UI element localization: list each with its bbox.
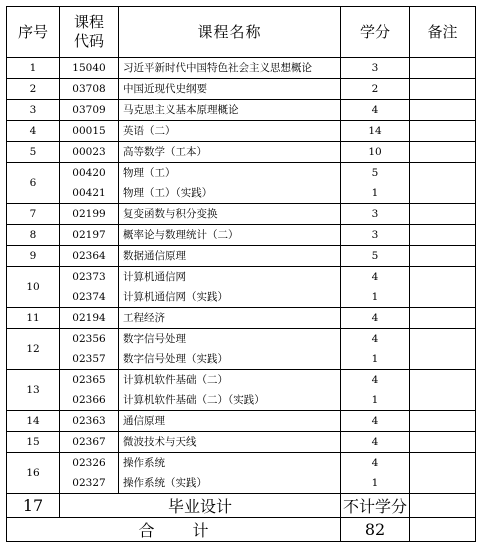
table-row (7, 453, 476, 474)
course-remark (410, 370, 476, 391)
course-credit: 4 (341, 329, 410, 350)
course-credit: 1 (341, 183, 410, 204)
course-name: 计算机软件基础（二） (119, 370, 341, 391)
course-code: 02326 (60, 453, 119, 474)
course-remark (410, 473, 476, 494)
course-remark (410, 390, 476, 411)
course-code: 02364 (60, 246, 119, 267)
table-row (7, 225, 476, 246)
course-credit: 10 (341, 142, 410, 163)
course-name: 计算机软件基础（二）（实践） (119, 390, 341, 411)
row-seq: 10 (7, 267, 60, 308)
table-row (7, 329, 476, 350)
course-credit: 2 (341, 79, 410, 100)
course-credit: 4 (341, 432, 410, 453)
row-seq: 2 (7, 79, 60, 100)
total-label (7, 518, 341, 542)
row-seq: 1 (7, 58, 60, 79)
course-credit: 4 (341, 308, 410, 329)
course-name: 复变函数与积分变换 (119, 204, 341, 225)
course-credit: 4 (341, 100, 410, 121)
course-name: 物理（工） (119, 163, 341, 184)
course-remark (410, 79, 476, 100)
table-row (7, 58, 476, 79)
graduation-row (7, 494, 476, 518)
course-credit: 5 (341, 246, 410, 267)
row-seq: 7 (7, 204, 60, 225)
course-code: 00421 (60, 183, 119, 204)
course-code: 02367 (60, 432, 119, 453)
table-row (7, 100, 476, 121)
table-row (7, 287, 476, 308)
row-seq: 4 (7, 121, 60, 142)
course-name: 数据通信原理 (119, 246, 341, 267)
course-table (6, 6, 476, 542)
course-remark (410, 329, 476, 350)
row-seq: 8 (7, 225, 60, 246)
course-remark (410, 453, 476, 474)
course-credit: 5 (341, 163, 410, 184)
course-credit: 14 (341, 121, 410, 142)
course-code: 02327 (60, 473, 119, 494)
course-remark (410, 183, 476, 204)
course-credit: 1 (341, 473, 410, 494)
header-code-line2: 代码 (73, 32, 104, 50)
table-row (7, 183, 476, 204)
table-row (7, 390, 476, 411)
header-row (7, 7, 476, 58)
table-row (7, 473, 476, 494)
header-code-line1: 课程 (73, 13, 104, 31)
course-remark (410, 308, 476, 329)
header-name: 课程名称 (119, 7, 341, 58)
course-name: 马克思主义基本原理概论 (119, 100, 341, 121)
course-credit: 4 (341, 411, 410, 432)
course-name: 英语（二） (119, 121, 341, 142)
course-credit: 4 (341, 453, 410, 474)
table-row (7, 432, 476, 453)
course-remark (410, 142, 476, 163)
course-code: 00015 (60, 121, 119, 142)
course-remark (410, 287, 476, 308)
course-remark (410, 163, 476, 184)
course-remark (410, 225, 476, 246)
course-remark (410, 58, 476, 79)
course-name: 数字信号处理（实践） (119, 349, 341, 370)
course-credit: 4 (341, 267, 410, 288)
course-credit: 3 (341, 225, 410, 246)
total-credit: 82 (341, 518, 410, 542)
course-name: 计算机通信网（实践） (119, 287, 341, 308)
header-seq: 序号 (7, 7, 60, 58)
course-name: 微波技术与天线 (119, 432, 341, 453)
table-row (7, 79, 476, 100)
course-code: 02373 (60, 267, 119, 288)
course-code: 03708 (60, 79, 119, 100)
course-code: 02194 (60, 308, 119, 329)
course-code: 02357 (60, 349, 119, 370)
table-row (7, 267, 476, 288)
total-label-b: 计 (192, 521, 209, 540)
course-name: 中国近现代史纲要 (119, 79, 341, 100)
course-remark (410, 204, 476, 225)
course-name: 高等数学（工本） (119, 142, 341, 163)
course-name: 操作系统 (119, 453, 341, 474)
course-name: 操作系统（实践） (119, 473, 341, 494)
course-credit: 3 (341, 58, 410, 79)
course-code: 02197 (60, 225, 119, 246)
course-name: 通信原理 (119, 411, 341, 432)
row-seq: 9 (7, 246, 60, 267)
total-remark (410, 518, 476, 542)
graduation-remark (410, 494, 476, 518)
graduation-seq: 17 (7, 494, 60, 518)
course-remark (410, 411, 476, 432)
row-seq: 11 (7, 308, 60, 329)
course-name: 习近平新时代中国特色社会主义思想概论 (119, 58, 341, 79)
row-seq: 6 (7, 163, 60, 204)
table-row (7, 349, 476, 370)
course-remark (410, 100, 476, 121)
course-remark (410, 267, 476, 288)
course-name: 数字信号处理 (119, 329, 341, 350)
course-remark (410, 349, 476, 370)
table-row (7, 121, 476, 142)
course-code: 02356 (60, 329, 119, 350)
course-remark (410, 432, 476, 453)
row-seq: 16 (7, 453, 60, 494)
course-remark (410, 121, 476, 142)
table-row (7, 370, 476, 391)
course-code: 00023 (60, 142, 119, 163)
header-code (60, 7, 119, 58)
total-row (7, 518, 476, 542)
graduation-credit: 不计学分 (341, 494, 410, 518)
course-table-body (7, 58, 476, 494)
course-code: 15040 (60, 58, 119, 79)
course-code: 02365 (60, 370, 119, 391)
row-seq: 13 (7, 370, 60, 411)
course-code: 00420 (60, 163, 119, 184)
course-name: 物理（工）（实践） (119, 183, 341, 204)
course-credit: 3 (341, 204, 410, 225)
course-code: 02366 (60, 390, 119, 411)
table-row (7, 163, 476, 184)
row-seq: 5 (7, 142, 60, 163)
course-name: 工程经济 (119, 308, 341, 329)
row-seq: 3 (7, 100, 60, 121)
course-credit: 4 (341, 370, 410, 391)
row-seq: 12 (7, 329, 60, 370)
total-label-a: 合 (138, 521, 155, 540)
course-name: 概率论与数理统计（二） (119, 225, 341, 246)
course-code: 03709 (60, 100, 119, 121)
course-code: 02199 (60, 204, 119, 225)
table-row (7, 308, 476, 329)
course-remark (410, 246, 476, 267)
row-seq: 14 (7, 411, 60, 432)
course-code: 02363 (60, 411, 119, 432)
table-row (7, 204, 476, 225)
table-row (7, 142, 476, 163)
row-seq: 15 (7, 432, 60, 453)
course-credit: 1 (341, 390, 410, 411)
header-remark: 备注 (410, 7, 476, 58)
course-credit: 1 (341, 287, 410, 308)
course-credit: 1 (341, 349, 410, 370)
course-code: 02374 (60, 287, 119, 308)
graduation-name: 毕业设计 (60, 494, 341, 518)
table-row (7, 411, 476, 432)
table-row (7, 246, 476, 267)
header-credit: 学分 (341, 7, 410, 58)
course-name: 计算机通信网 (119, 267, 341, 288)
